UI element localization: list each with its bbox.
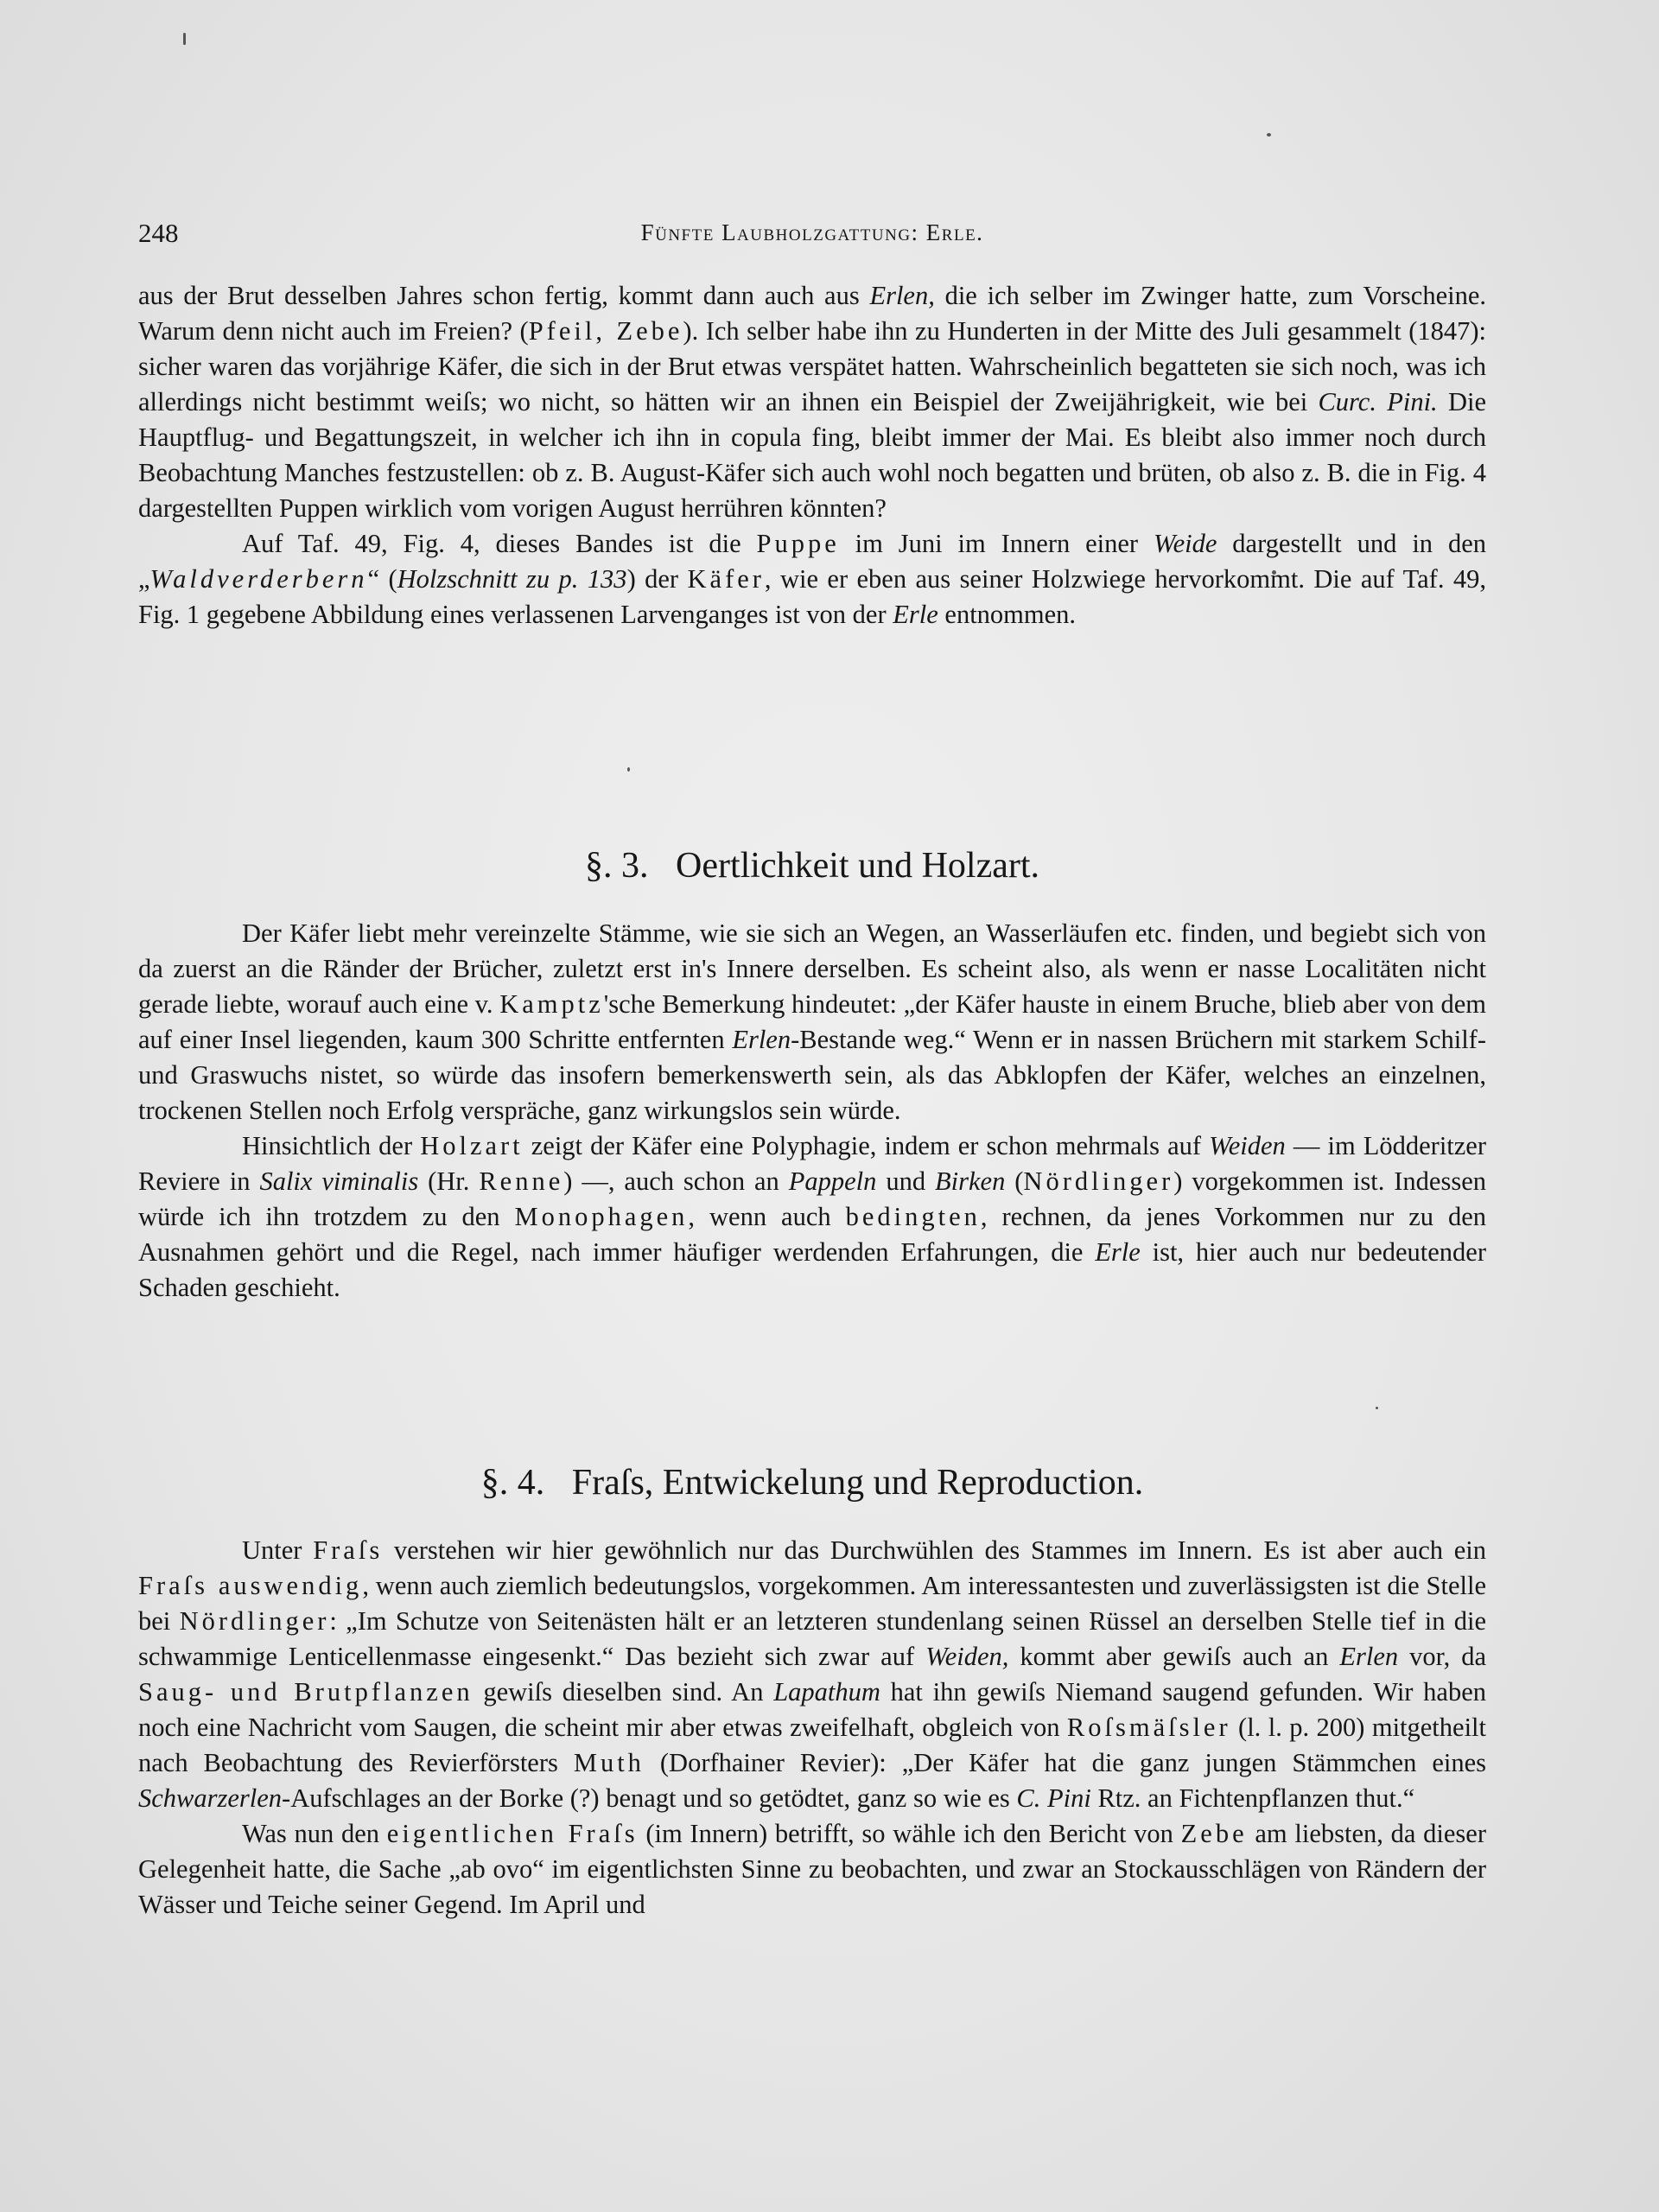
- scan-speck: [1267, 133, 1271, 137]
- section-4-heading: §. 4. Fraſs, Entwickelung und Reproduction.: [480, 1463, 1144, 1503]
- paragraph-eigentlicher-frass: Was nun den eigentlichen Fraſs (im Innern) betrifft, so wähle ich den Bericht von Zebe am liebsten, da dieser Gelegenheit hatte, die Sache „ab ovo“ im eigentlichsten Sinne zu beobachten, und zwar an Stockausschlägen von Rändern der Wässer und Teiche seiner Gegend. Im April und: [138, 1819, 1486, 1919]
- running-head: [138, 218, 1486, 252]
- paragraph-woodtype: Hinsichtlich der Holzart zeigt der Käfer eine Polyphagie, indem er schon mehrmals auf Weiden — im Lödderitzer Reviere in Salix viminalis (Hr. Renne) —, auch schon an Pappeln und Birken (Nördlinger) vorgekommen ist. Indessen würde ich ihn trotzdem zu den Monophagen, wenn auch bedingten, rechnen, da jenes Vorkommen nur zu den Ausnahmen gehört und die Regel, nach immer häufiger werdenden Erfahrungen, die Erle ist, hier auch nur bedeutender Schaden geschieht.: [138, 1131, 1487, 1302]
- scan-speck: [627, 767, 630, 772]
- section-3-heading: §. 3. Oertlichkeit und Holzart.: [584, 846, 1040, 886]
- page-number: 248: [138, 218, 179, 248]
- paragraph-locality: Der Käfer liebt mehr vereinzelte Stämme, wie sie sich an Wegen, an Wasserläufen etc. finden, und begiebt sich von da zuerst an die Ränder der Brücher, zuletzt erst in's Innere derselben. Es scheint also, als wenn er nasse Localitäten nicht gerade liebte, worauf auch eine v. Kamptz'sche Bemerkung hindeutet: „der Käfer hauste in einem Bruche, blieb aber von dem auf einer Insel liegenden, kaum 300 Schritte entfernten Erlen-Bestande weg.“ Wenn er in nassen Brüchern mit starkem Schilf- und Graswuchs nistet, so würde das insofern bemerkenswerth sein, als das Abklopfen der Käfer, welches an einzelnen, trockenen Stellen noch Erfolg verspräche, ganz wirkungslos sein würde.: [138, 918, 1486, 1125]
- scan-speck: [183, 33, 186, 45]
- running-title: Fünfte Laubholzgattung: Erle.: [640, 219, 984, 245]
- scan-speck: [1376, 1407, 1378, 1409]
- paragraph-plates: Auf Taf. 49, Fig. 4, dieses Bandes ist die Puppe im Juni im Innern einer Weide dargestellt und in den „Waldverderbern“ (Holzschnitt zu p. 133) der Käfer, wie er eben aus seiner Holzwiege hervorkommt. Die auf Taf. 49, Fig. 1 gegebene Abbildung eines verlassenen Larvenganges ist von der Erle entnommen.: [138, 529, 1486, 629]
- paragraph-continued: aus der Brut desselben Jahres schon fertig, kommt dann auch aus Erlen, die ich selber im Zwinger hatte, zum Vorscheine. Warum denn nicht auch im Freien? (Pfeil, Zebe). Ich selber habe ihn zu Hunderten in der Mitte des Juli gesammelt (1847): sicher waren das vorjährige Käfer, die sich in der Brut etwas verspätet hatten. Wahrscheinlich begatteten sie sich noch, was ich allerdings nicht bestimmt weiſs; wo nicht, so hätten wir an ihnen ein Beispiel der Zweijährigkeit, wie bei Curc. Pini. Die Hauptflug- und Begattungszeit, in welcher ich ihn in copula fing, bleibt immer der Mai. Es bleibt also immer noch durch Beobachtung Manches festzustellen: ob z. B. August-Käfer sich auch wohl noch begatten und brüten, ob also z. B. die in Fig. 4 dargestellten Puppen wirklich vom vorigen August herrühren könnten?: [138, 281, 1487, 523]
- section-4-text: [138, 1533, 1486, 1923]
- continued-text-block: [138, 278, 1486, 632]
- section-3-text: [138, 916, 1486, 1306]
- paragraph-feeding: Unter Fraſs verstehen wir hier gewöhnlich nur das Durchwühlen des Stammes im Innern. Es ist aber auch ein Fraſs auswendig, wenn auch ziemlich bedeutungslos, vorgekommen. Am interessantesten und zuverlässigsten ist die Stelle bei Nördlinger: „Im Schutze von Seitenästen hält er an letzteren stundenlang seinen Rüssel an derselben Stelle tief in die schwammige Lenticellenmasse eingesenkt.“ Das bezieht sich zwar auf Weiden, kommt aber gewiſs auch an Erlen vor, da Saug- und Brutpflanzen gewiſs dieselben sind. An Lapathum hat ihn gewiſs Niemand saugend gefunden. Wir haben noch eine Nachricht vom Saugen, die scheint mir aber etwas zweifelhaft, obgleich von Roſsmäſsler (l. l. p. 200) mitgetheilt nach Beobachtung des Revierförsters Muth (Dorfhainer Revier): „Der Käfer hat die ganz jungen Stämmchen eines Schwarzerlen-Aufschlages an der Borke (?) benagt und so getödtet, ganz so wie es C. Pini Rtz. an Fichtenpflanzen thut.“: [138, 1535, 1487, 1813]
